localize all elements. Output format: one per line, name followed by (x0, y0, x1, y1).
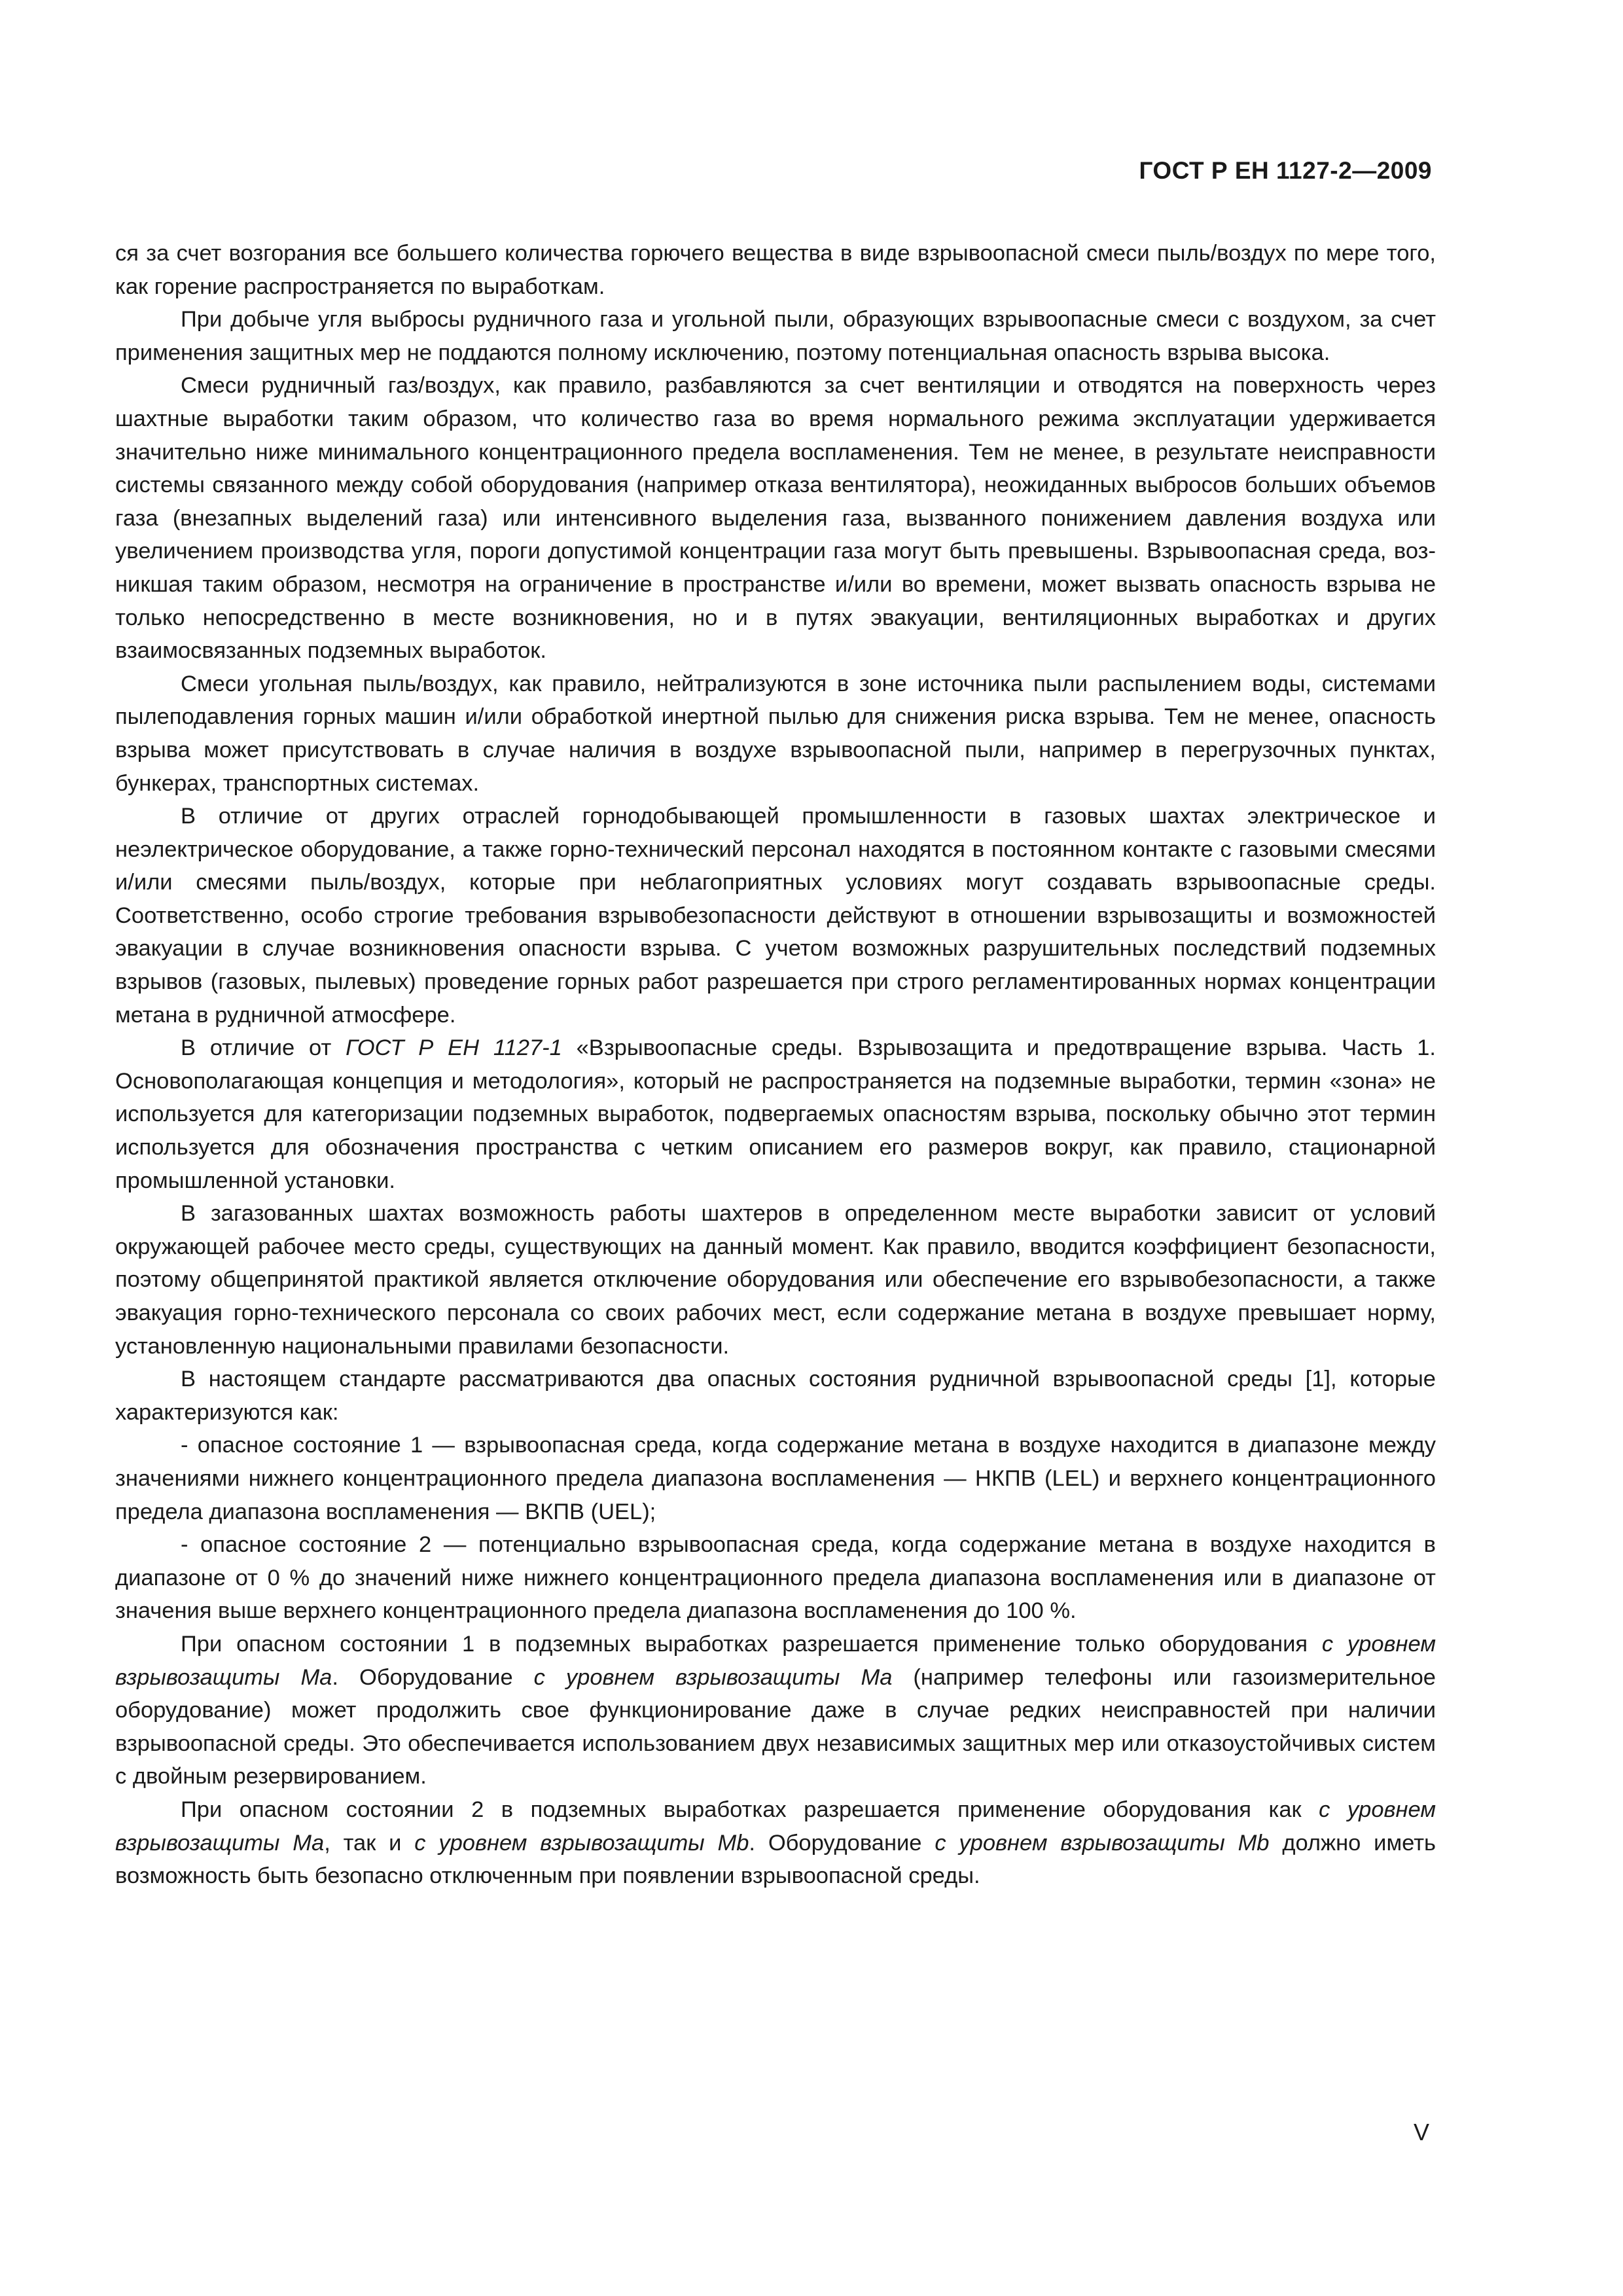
document-body (115, 237, 1436, 1893)
text-run: В отличие от (181, 1035, 346, 1061)
text-run: «Взрывоопасные среды. Взрывозащита и предотвращение взрыва. Часть 1. Основополагающая концепция и методология», который не распространяется на подземные выработки, термин «зона» не используется для категоризации подземных выработок, подвергаемых опасностям взрыва, поскольку обычно этот термин используется для обозначения пространства с четким описанием его размеров вокруг, как правило, стационарной промышленной установки. (115, 1035, 1436, 1193)
list-item-state-1 (115, 1429, 1436, 1528)
text-run: - опасное состояние 1 — взрывоопасная среда, когда содержание метана в воздухе находится в диапазоне между значениями нижнего концентрационного предела диапазона воспламенения — НКПВ (LEL) и верхнего концентрационного предела диапазона воспламенения — ВКПВ (UEL); (115, 1433, 1436, 1524)
paragraph-12 (115, 1793, 1436, 1893)
italic-term: с уровнем взрывозащиты Mb (414, 1830, 749, 1856)
paragraph-3 (115, 369, 1436, 667)
text-run: Смеси рудничный газ/воздух, как правило, разбавляются за счет вентиляции и отводятся на поверхность через шахтные выработки таким образом, что количество газа во время нормального режима эксплуатации удерживается значительно ниже минимального концентрационного предела воспламенения. Тем не менее, в результате неисправности системы связанного между собой оборудования (например отказа вентилятора), неожиданных выбросов больших объемов газа (внезапных выделений газа) или интенсивного выделения газа, вызванного понижением давления воздуха или увеличением производства угля, пороги допустимой концентрации газа могут быть превышены. Взрывоопасная среда, возникшая таким образом, несмотря на ограничение в пространстве и/или во времени, может вызвать опасность взрыва не только непосредственно в месте возникновения, но и в путях эвакуации, вентиляционных выработках и других взаимосвязанных подземных выработок. (115, 373, 1436, 664)
paragraph-1 (115, 237, 1436, 303)
standard-reference: ГОСТ Р ЕН 1127-1 (346, 1035, 562, 1061)
text-run: - опасное состояние 2 — потенциально взрывоопасная среда, когда содержание метана в воздухе находится в диапазоне от 0 % до значений ниже нижнего концентрационного предела диапазона воспламенения или в диапазоне от значения выше верхнего концентрационного предела диапазона воспламенения до 100 %. (115, 1532, 1436, 1624)
paragraph-8 (115, 1363, 1436, 1429)
paragraph-4 (115, 668, 1436, 800)
text-run: В отличие от других отраслей горнодобывающей промышленности в газовых шахтах электрическое и неэлектрическое оборудование, а также горно-технический персонал находятся в постоянном контакте с газовыми смесями и/или смесями пыль/воздух, которые при неблагоприятных условиях могут создавать взрывоопасные среды. Соответственно, особо строгие требования взрывобезопасности действуют в отношении взрывозащиты и возможностей эвакуации в случае возникновения опасности взрыва. С учетом возможных разрушительных последствий подземных взрывов (газовых, пылевых) проведение горных работ разрешается при строго регламентированных нормах концентрации метана в рудничной атмосфере. (115, 804, 1436, 1028)
italic-term: с уровнем взрывозащиты Ma (533, 1664, 893, 1690)
paragraph-6 (115, 1031, 1436, 1197)
text-run: , так и (324, 1830, 415, 1856)
text-run: . Оборудование (332, 1664, 534, 1690)
text-run: При опасном состоянии 1 в подземных выработках разрешается применение только оборудования (181, 1631, 1322, 1657)
text-run: При опасном состоянии 2 в подземных выработках разрешается применение оборудования как (181, 1797, 1319, 1822)
paragraph-7 (115, 1197, 1436, 1363)
paragraph-2 (115, 303, 1436, 369)
list-item-state-2 (115, 1528, 1436, 1628)
paragraph-11 (115, 1628, 1436, 1793)
text-run: . Оборудование (749, 1830, 935, 1856)
document-header-id: ГОСТ Р ЕН 1127-2—2009 (1139, 157, 1432, 184)
text-run: Смеси угольная пыль/воздух, как правило, нейтрализуются в зоне источника пыли распылением воды, системами пылеподавления горных машин и/или обработкой инертной пылью для снижения риска взрыва. Тем не менее, опасность взрыва может присутствовать в случае наличия в воздухе взрывоопасной пыли, например в перегрузочных пунктах, бункерах, транспортных системах. (115, 671, 1436, 796)
text-run: В настоящем стандарте рассматриваются два опасных состояния рудничной взрывоопасной среды [1], которые характеризуются как: (115, 1367, 1436, 1425)
text-run: ся за счет возгорания все большего количества горючего вещества в виде взрывоопасной смеси пыль/воздух по мере того, как горение распространяется по выработкам. (115, 241, 1436, 299)
text-run: (например телефоны или газоизмерительное оборудование) может продолжить свое функционирование даже в случае редких неисправностей при наличии взрывоопасной среды. Это обеспечивается использованием двух независимых защитных мер или отказоустойчивых систем с двойным резервированием. (115, 1664, 1436, 1789)
italic-term: с уровнем взрывозащиты Mb (935, 1830, 1270, 1856)
text-run: При добыче угля выбросы рудничного газа и угольной пыли, образующих взрывоопасные смеси с воздухом, за счет применения защитных мер не поддаются полному исключению, поэтому потенциальная опасность взрыва высока. (115, 307, 1436, 365)
text-run: В загазованных шахтах возможность работы шахтеров в определенном месте выработки зависит от условий окружающей рабочее место среды, существующих на данный момент. Как правило, вводится коэффициент безопасности, поэтому общепринятой практикой является отключение оборудования или обеспечение его взрывобезопасности, а также эвакуация горно-технического персонала со своих рабочих мест, если содержание метана в воздухе превышает норму, установленную национальными правилами безопасности. (115, 1201, 1436, 1359)
italic-term: с уровнем взрывозащиты Ma (115, 1797, 1436, 1856)
text-run: должно иметь возможность быть безопасно отключенным при появлении взрывоопасной среды. (115, 1830, 1436, 1889)
italic-term: с уровнем взрывозащиты Ma (115, 1631, 1436, 1690)
page-number: V (1413, 2119, 1429, 2145)
paragraph-5 (115, 800, 1436, 1031)
